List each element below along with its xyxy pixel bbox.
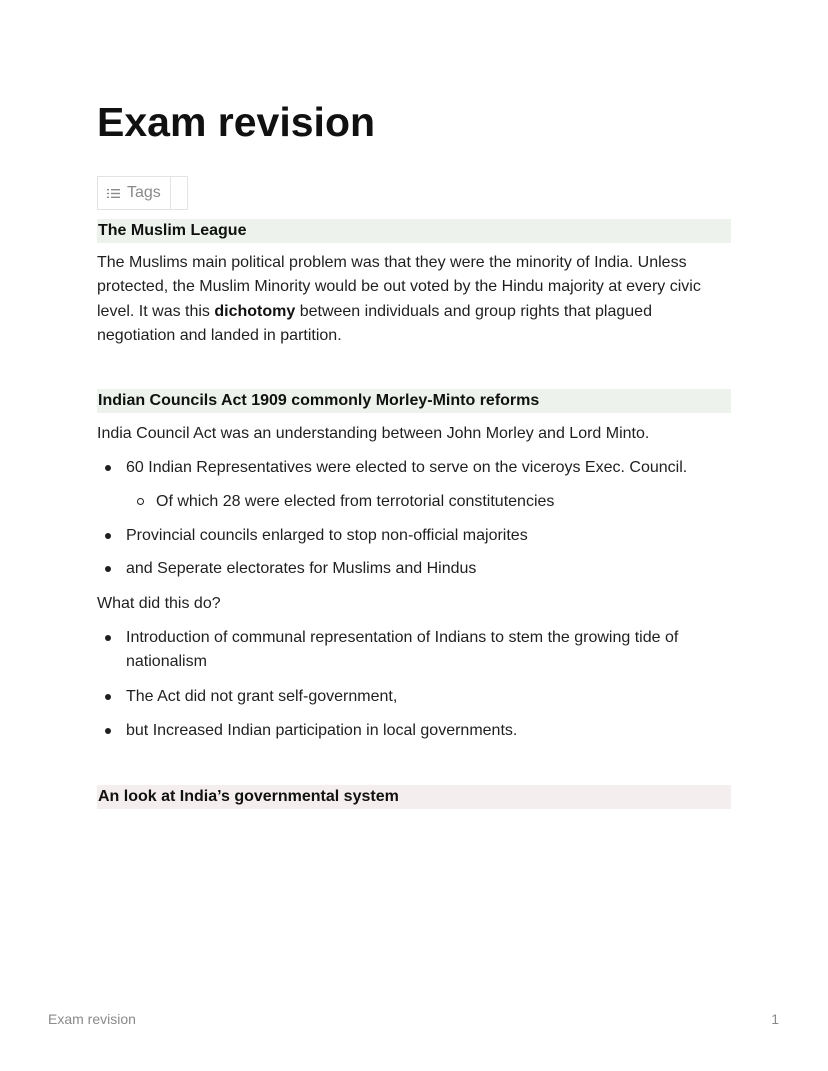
list-item-text: 60 Indian Representatives were elected to serve on the viceroys Exec. Council. [126,459,688,476]
bullet-dot [105,465,111,471]
list-item-text: Introduction of communal representation of Indians to stem the growing tide of nationalism [126,629,679,671]
list-item-text: The Act did not grant self-government, [126,688,398,705]
bullet-dot [105,728,111,734]
bullet-dot [105,694,111,700]
bullet-ring [137,498,144,505]
paragraph-bold-term: dichotomy [214,302,296,320]
list-item [126,626,706,675]
list-item-text: Provincial councils enlarged to stop non-official majorites [126,527,528,544]
list-item-text: and Seperate electorates for Muslims and Hindus [126,560,477,577]
list-item-text: Of which 28 were elected from terrotorial constitutencies [156,493,555,510]
list-item [126,524,528,548]
list-item-text: but Increased Indian participation in local governments. [126,722,518,739]
list-icon [107,188,120,199]
councils-act-question: What did this do? [97,595,221,612]
list-item [126,557,476,581]
tags-property-label[interactable] [98,177,171,209]
tags-label-text: Tags [127,184,161,201]
footer-page-number: 1 [771,1011,779,1027]
bullet-dot [105,635,111,641]
paragraph-text-end: between individuals and group rights that plagued negotiation and landed in partition. [97,302,652,344]
list-item [126,719,517,743]
page-title: Exam revision [97,99,376,145]
tags-value-field[interactable] [171,177,187,209]
section-heading-muslim-league: The Muslim League [97,219,731,243]
bullet-dot [105,533,111,539]
footer-doc-title: Exam revision [48,1011,136,1027]
section-heading-governmental-system: An look at India’s governmental system [97,785,731,809]
section-heading-councils-act: Indian Councils Act 1909 commonly Morley-Minto reforms [97,389,731,413]
nested-list-item [156,490,554,514]
muslim-league-paragraph [97,251,731,348]
councils-act-intro: India Council Act was an understanding between John Morley and Lord Minto. [97,425,650,442]
bullet-dot [105,566,111,572]
list-item [126,456,687,480]
list-item [126,685,397,709]
paragraph-text-start: The Muslims main political problem was that they were the minority of India. Unless protected, the Muslim Minority would be out voted by the Hindu majority at every civic level. It was this [97,254,701,320]
tags-property[interactable] [97,176,188,210]
